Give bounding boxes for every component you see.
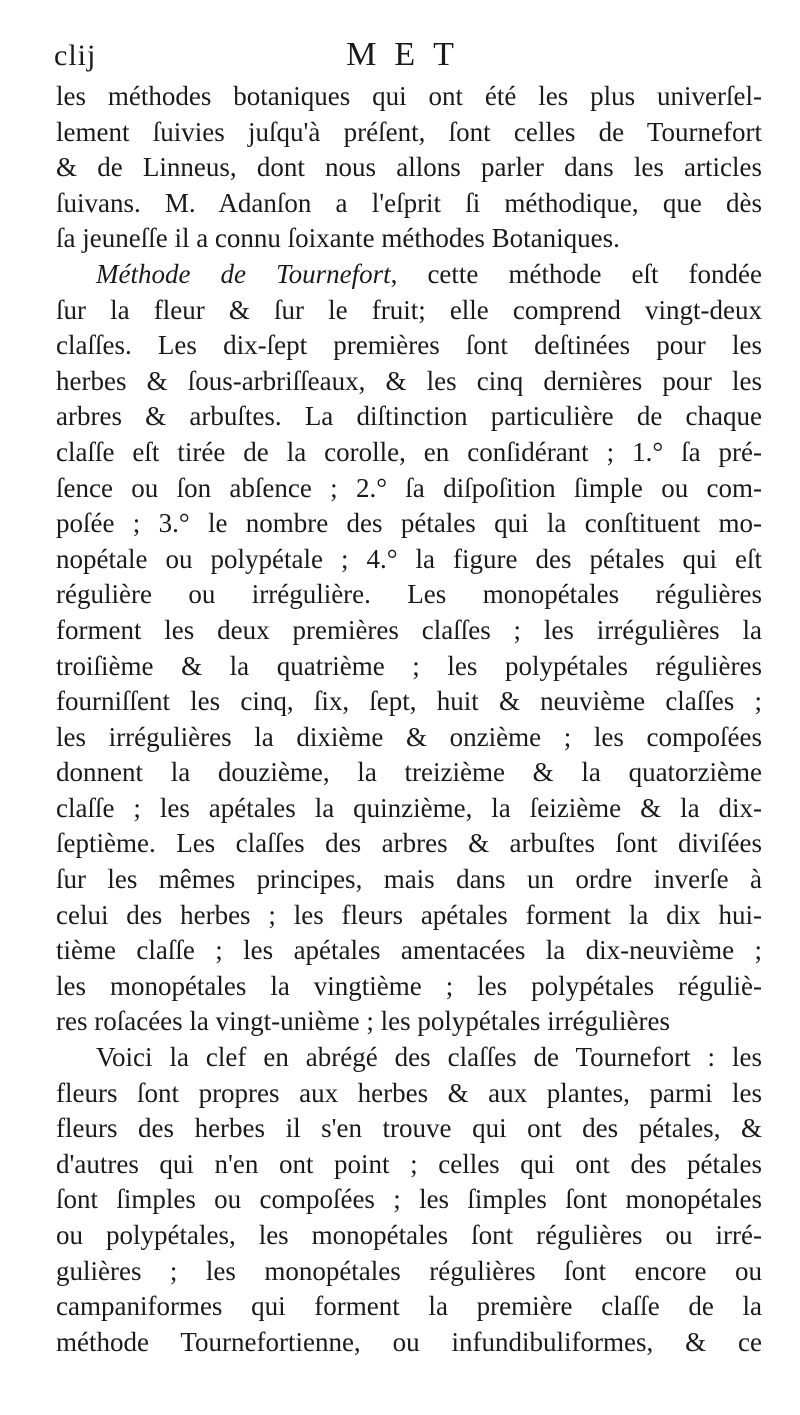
- text-line: ſuivans. M. Adanſon a l'eſprit ſi méthodique, que dès: [56, 187, 762, 218]
- text-line: arbres & arbuſtes. La diſtinction particulière de chaque: [56, 401, 762, 432]
- text-line: ſa jeuneſſe il a connu ſoixante méthodes Botaniques.: [56, 223, 620, 254]
- body-text: [56, 79, 762, 1360]
- text-line: troiſième & la quatrième ; les polypétales régulières: [56, 650, 762, 681]
- text-line: tième claſſe ; les apétales amentacées la dix-neuvième ;: [56, 935, 762, 966]
- text-line: fleurs ſont propres aux herbes & aux plantes, parmi les: [56, 1077, 762, 1108]
- paragraph-2: [56, 257, 762, 1040]
- page-header: [52, 34, 748, 78]
- text-line: Voici la clef en abrégé des claſſes de Tournefort : les: [96, 1042, 762, 1073]
- text-line: nopétale ou polypétale ; 4.° la figure des pétales qui eſt: [56, 543, 762, 574]
- text-line: régulière ou irrégulière. Les monopétales régulières: [56, 579, 762, 610]
- running-head: MET: [346, 36, 472, 73]
- text-line: les monopétales la vingtième ; les polypétales réguliè-: [56, 970, 762, 1001]
- text-line: poſée ; 3.° le nombre des pétales qui la conſtituent mo-: [56, 508, 762, 539]
- text-line: ſont ſimples ou compoſées ; les ſimples ſont monopétales: [56, 1184, 762, 1215]
- text-line: lement ſuivies juſqu'à préſent, ſont celles de Tournefort: [56, 116, 762, 147]
- text-line: res roſacées la vingt-unième ; les polypétales irrégulières: [56, 1006, 671, 1037]
- text-line: les irrégulières la dixième & onzième ; les compoſées: [56, 721, 762, 752]
- italic-heading: Méthode de Tournefort: [96, 258, 391, 289]
- text-line: campaniformes qui forment la première claſſe de la: [56, 1291, 762, 1322]
- text-line: ſence ou ſon abſence ; 2.° ſa diſpoſition ſimple ou com-: [56, 472, 762, 503]
- text-line: ſeptième. Les claſſes des arbres & arbuſtes ſont diviſées: [56, 828, 762, 859]
- text-line: ſur la fleur & ſur le fruit; elle comprend vingt-deux: [56, 294, 762, 325]
- text-line: herbes & ſous-arbriſſeaux, & les cinq dernières pour les: [56, 365, 762, 396]
- text-line: les méthodes botaniques qui ont été les plus univerſel-: [56, 81, 762, 111]
- text-line: celui des herbes ; les fleurs apétales forment la dix hui-: [56, 899, 762, 930]
- text-line: d'autres qui n'en ont point ; celles qui ont des pétales: [56, 1148, 762, 1179]
- text-line: donnent la douzième, la treizième & la quatorzième: [56, 757, 762, 788]
- text-line: fourniſſent les cinq, ſix, ſept, huit & neuvième claſſes ;: [56, 686, 762, 717]
- text-line: ou polypétales, les monopétales ſont régulières ou irré-: [56, 1220, 762, 1250]
- paragraph-3: [56, 1040, 762, 1360]
- text-line: claſſe eſt tirée de la corolle, en conſidérant ; 1.° ſa pré-: [56, 436, 762, 467]
- text-line: claſſes. Les dix-ſept premières ſont deſtinées pour les: [56, 330, 762, 361]
- text-line: [56, 257, 762, 293]
- page-number: clij: [54, 39, 97, 72]
- text-line: méthode Tournefortienne, ou infundibuliformes, & ce: [56, 1326, 762, 1357]
- text-line: fleurs des herbes il s'en trouve qui ont des pétales, &: [56, 1113, 762, 1144]
- text-line: claſſe ; les apétales la quinzième, la ſeizième & la dix-: [56, 792, 762, 823]
- text-run: , cette méthode eſt fondée: [390, 258, 763, 289]
- paragraph-1: [56, 79, 762, 257]
- text-line: gulières ; les monopétales régulières ſont encore ou: [56, 1255, 762, 1286]
- text-line: & de Linneus, dont nous allons parler dans les articles: [56, 152, 762, 183]
- text-line: forment les deux premières claſſes ; les irrégulières la: [56, 614, 762, 645]
- text-line: ſur les mêmes principes, mais dans un ordre inverſe à: [56, 864, 762, 895]
